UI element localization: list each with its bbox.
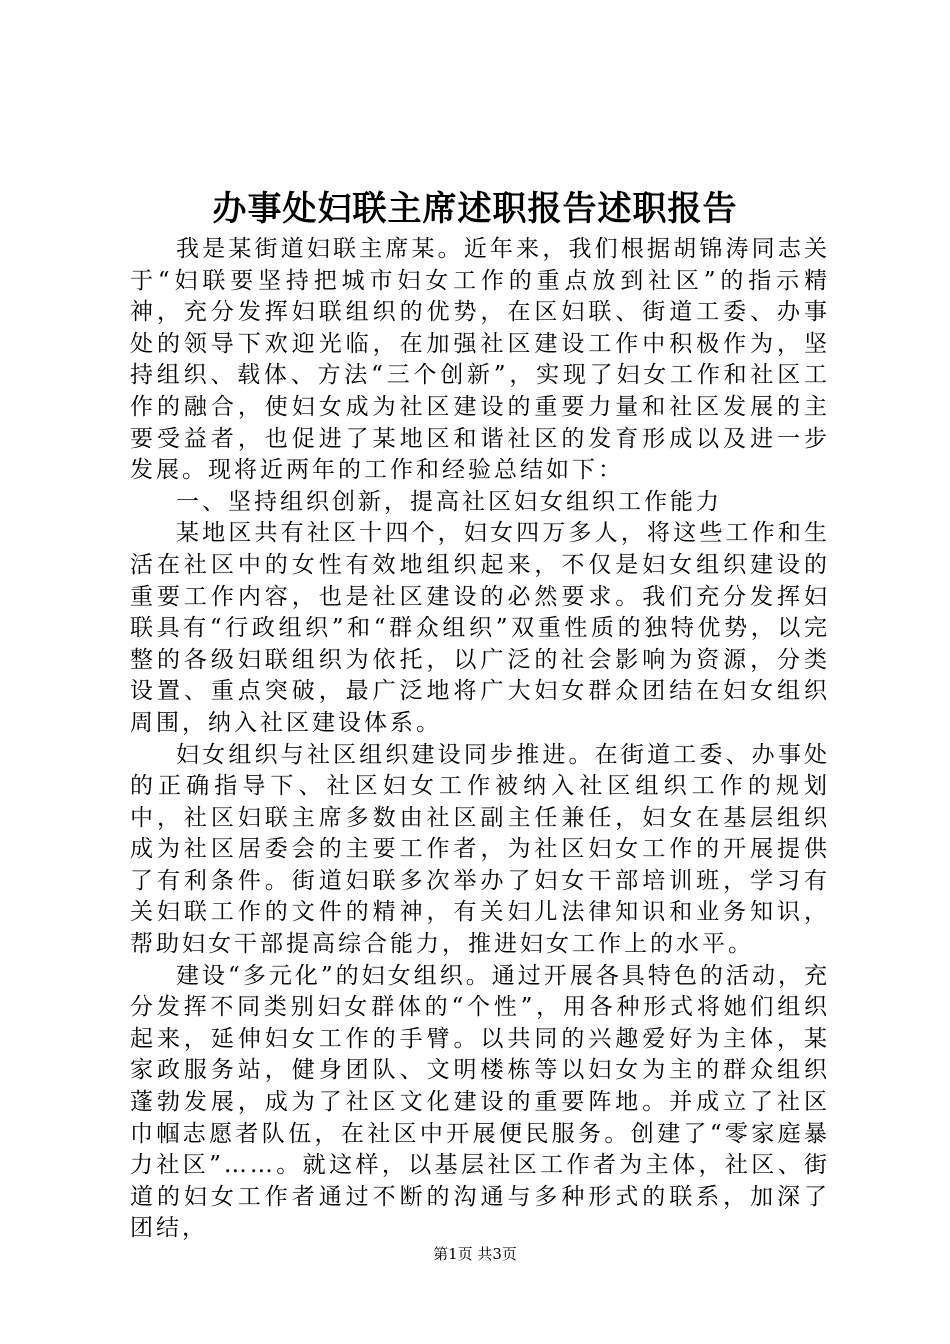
paragraph-diversified-organizations: 建设“多元化”的妇女组织。通过开展各具特色的活动，充分发挥不同类别妇女群体的“个性”，用各种形式将她们组织起来，延伸妇女工作的手臂。以共同的兴趣爱好为主体，某家政服务站，健身团队、文明楼栋等以妇女为主的群众组织蓬勃发展，成为了社区文化建设的重要阵地。并成立了社区巾帼志愿者队伍，在社区中开展便民服务。创建了“零家庭暴力社区”……。就这样，以基层社区工作者为主体，社区、街道的妇女工作者通过不断的沟通与多种形式的联系，加深了团结， bbox=[130, 962, 830, 1242]
paragraph-intro: 我是某街道妇联主席某。近年来，我们根据胡锦涛同志关于“妇联要坚持把城市妇女工作的重点放到社区”的指示精神，充分发挥妇联组织的优势，在区妇联、街道工委、办事处的领导下欢迎光临，在加强社区建设工作中积极作为，坚持组织、载体、方法“三个创新”，实现了妇女工作和社区工作的融合，使妇女成为社区建设的重要力量和社区发展的主要受益者，也促进了某地区和谐社区的发育形成以及进一步发展。现将近两年的工作和经验总结如下： bbox=[130, 236, 830, 484]
paragraph-community-overview: 某地区共有社区十四个，妇女四万多人，将这些工作和生活在社区中的女性有效地组织起来，不仅是妇女组织建设的重要工作内容，也是社区建设的必然要求。我们充分发挥妇联具有“行政组织”和“群众组织”双重性质的独特优势，以完整的各级妇联组织为依托，以广泛的社会影响为资源，分类设置、重点突破，最广泛地将广大妇女群众团结在妇女组织周围，纳入社区建设体系。 bbox=[130, 520, 830, 736]
section-heading-1: 一、坚持组织创新，提高社区妇女组织工作能力 bbox=[176, 488, 722, 515]
document-title: 办事处妇联主席述职报告述职报告 bbox=[212, 189, 738, 229]
paragraph-organization-building: 妇女组织与社区组织建设同步推进。在街道工委、办事处的正确指导下、社区妇女工作被纳入社区组织工作的规划中，社区妇联主席多数由社区副主任兼任，妇女在基层组织成为社区居委会的主要工作者，为社区妇女工作的开展提供了有利条件。街道妇联多次举办了妇女干部培训班，学习有关妇联工作的文件的精神，有关妇儿法律知识和业务知识，帮助妇女干部提高综合能力，推进妇女工作上的水平。 bbox=[130, 741, 830, 958]
page-footer: 第1页 共3页 bbox=[433, 1245, 517, 1263]
document-body bbox=[130, 234, 830, 1245]
